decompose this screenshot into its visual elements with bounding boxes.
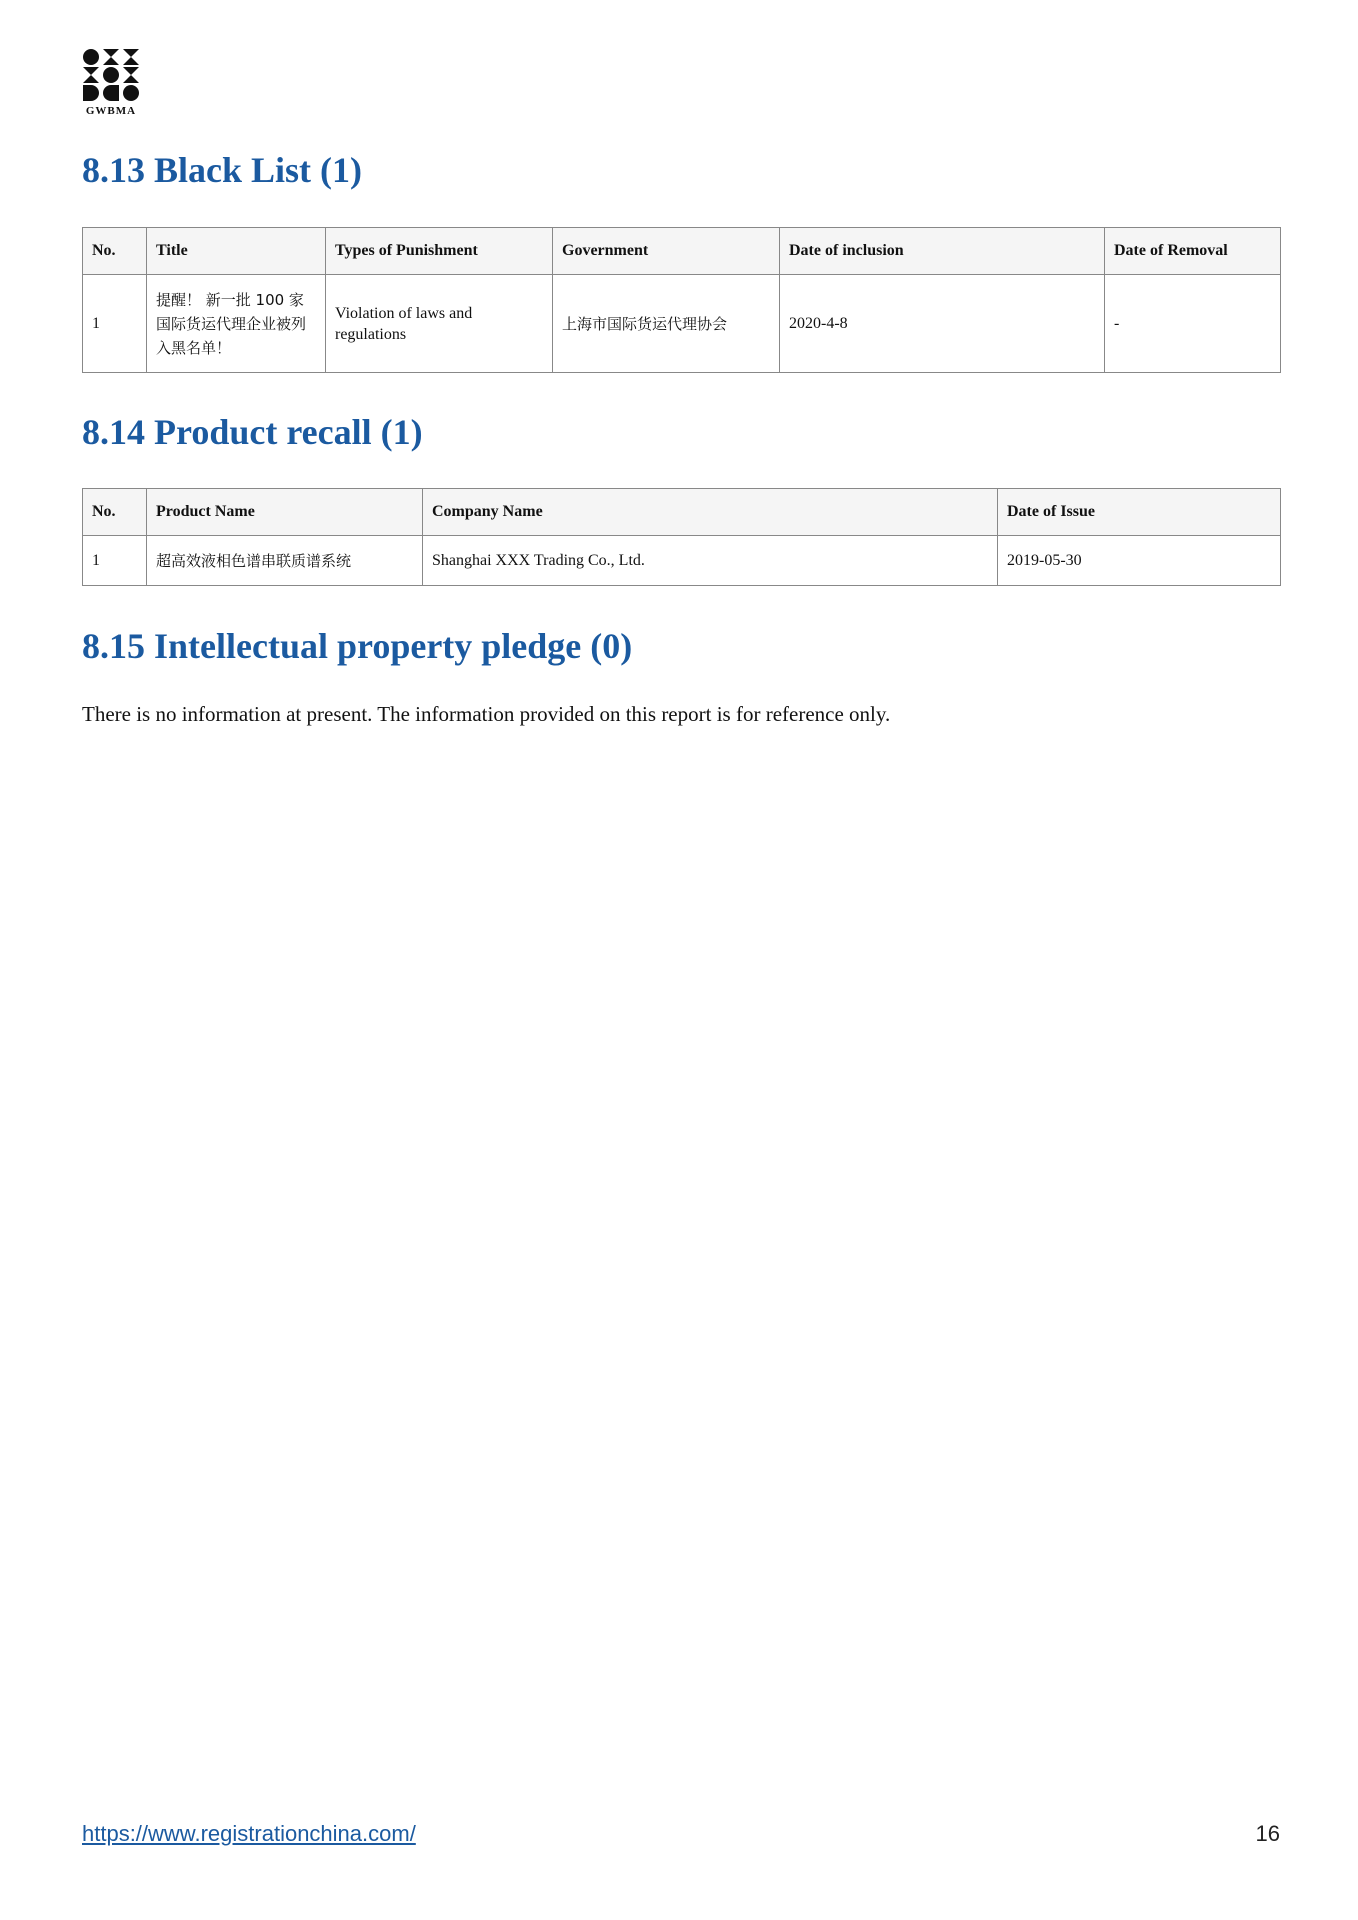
black-list-table	[82, 227, 1281, 373]
col-header-date-issue: Date of Issue	[998, 489, 1281, 536]
logo-text: GWBMA	[85, 105, 137, 117]
col-header-punishment: Types of Punishment	[326, 228, 553, 275]
gwbma-logo	[82, 48, 140, 117]
ip-pledge-text: There is no information at present. The information provided on this report is for reference only.	[82, 702, 891, 726]
cell-title: 提醒！ 新一批 100 家国际货运代理企业被列入黑名单！	[147, 275, 326, 373]
col-header-date-inclusion: Date of inclusion	[780, 228, 1105, 275]
col-header-company-name: Company Name	[423, 489, 998, 536]
section-heading-ip-pledge: 8.15 Intellectual property pledge (0)	[82, 626, 633, 666]
page-number: 16	[1255, 1821, 1280, 1846]
col-header-no: No.	[83, 489, 147, 536]
col-header-no: No.	[83, 228, 147, 275]
cell-government: 上海市国际货运代理协会	[553, 275, 780, 373]
cell-no: 1	[83, 275, 147, 373]
cell-date-issue: 2019-05-30	[998, 536, 1281, 586]
table-header-row	[83, 228, 1281, 275]
footer-url-link[interactable]: https://www.registrationchina.com/	[82, 1821, 416, 1846]
cell-product-name: 超高效液相色谱串联质谱系统	[147, 536, 423, 586]
section-heading-black-list: 8.13 Black List (1)	[82, 150, 363, 190]
cell-no: 1	[83, 536, 147, 586]
table-row	[83, 536, 1281, 586]
cell-date-removal: -	[1105, 275, 1281, 373]
table-header-row	[83, 489, 1281, 536]
col-header-government: Government	[553, 228, 780, 275]
cell-punishment: Violation of laws and regulations	[326, 275, 553, 373]
product-recall-table	[82, 488, 1281, 586]
cell-date-inclusion: 2020-4-8	[780, 275, 1105, 373]
table-row	[83, 275, 1281, 373]
cell-company-name: Shanghai XXX Trading Co., Ltd.	[423, 536, 998, 586]
section-heading-product-recall: 8.14 Product recall (1)	[82, 412, 423, 452]
col-header-product-name: Product Name	[147, 489, 423, 536]
col-header-title: Title	[147, 228, 326, 275]
col-header-date-removal: Date of Removal	[1105, 228, 1281, 275]
gwbma-logo-mark	[82, 48, 140, 102]
